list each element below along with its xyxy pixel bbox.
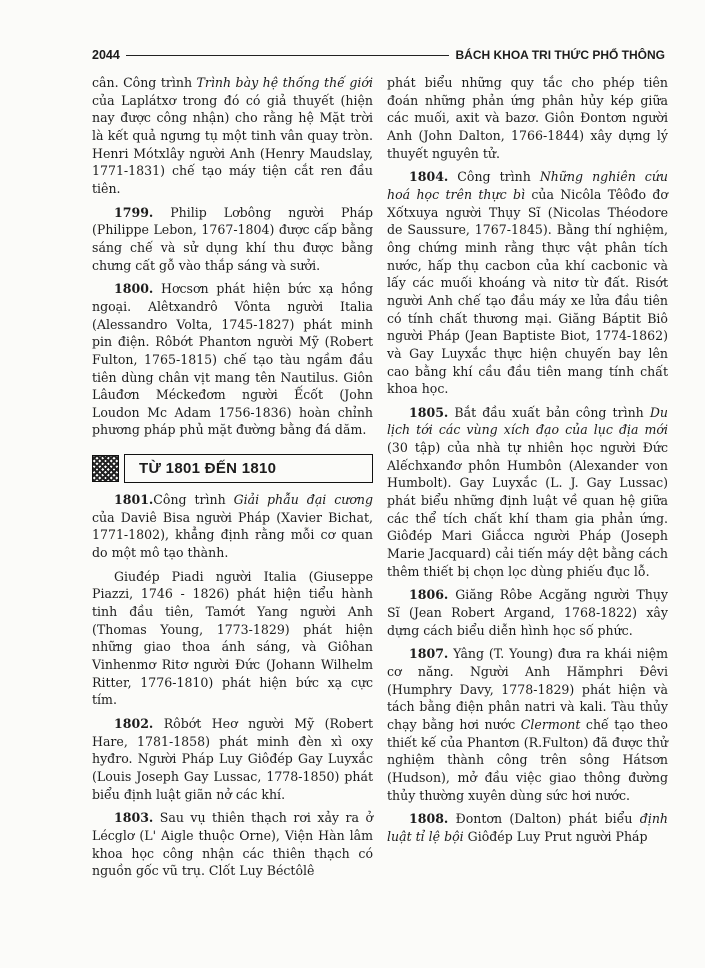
entry-1805: [387, 404, 668, 581]
paragraph-continuation: [92, 74, 373, 198]
year-label: 1802.: [114, 716, 154, 731]
year-label: 1799.: [114, 204, 154, 220]
entry-1807: [387, 645, 668, 804]
year-label: 1801.: [114, 492, 154, 508]
book-title: Giải phẫu đại cương: [233, 492, 373, 508]
year-label: 1805.: [409, 404, 449, 420]
entry-text: Philip Lơbông người Pháp (Philippe Lebon, 1767-1804) được cấp bằng sáng chế và sử dụng khí thu được bằng chưng cất gỗ vào thắp sáng và sưởi.: [92, 204, 373, 273]
entry-text: Hơcsơn phát hiện bức xạ hồng ngoại. Alêtxandrô Vônta người Italia (Alessandro Volta, 1745-1827) phát minh pin điện. Rôbớt Phantơn người Mỹ (Robert Fulton, 1765-1815) chế tạo tàu ngầm đầu tiên dùng chân vịt mang tên Nautilus. Giôn Lâuđơn Méckeđơm người Ếcốt (John Loudon Mc Adam 1756-1836) hoàn chỉnh phương pháp phủ mặt đường bằng đá dăm.: [92, 281, 373, 438]
entry-text: chế tạo theo thiết kế của Phantơn (R.Fulton) đã được thử nghiệm thành công trên sông Hátsơn (Hudson), mở đầu việc giao thông đường thủy thường xuyên dùng sức hơi nước.: [387, 716, 668, 803]
entry-1802: [92, 715, 373, 803]
section-heading-box: [124, 454, 373, 483]
entry-1800: [92, 280, 373, 439]
entry-text: Bắt đầu xuất bản công trình: [448, 404, 650, 420]
entry-1799: [92, 204, 373, 275]
book-title: Những nghiên cứu hoá học trên thực bì: [387, 169, 668, 202]
entry-1801: [92, 491, 373, 562]
section-title: TỪ 1801 ĐẾN 1810: [139, 459, 277, 477]
law-name: định luật tỉ lệ bội: [387, 811, 668, 844]
right-column: [387, 74, 668, 852]
running-title: BÁCH KHOA TRI THỨC PHỔ THÔNG: [455, 48, 665, 62]
entry-1806: [387, 586, 668, 639]
page-number: 2044: [92, 48, 120, 62]
year-label: 1807.: [409, 646, 449, 662]
entry-text: của Daviê Bisa người Pháp (Xavier Bichat, 1771-1802), khẳng định rằng mỗi cơ quan do một mô tạo thành.: [92, 509, 373, 561]
ornament-icon: [92, 455, 119, 482]
year-label: 1808.: [409, 811, 449, 827]
page-header: [92, 43, 665, 67]
ship-name: Clermont: [520, 716, 581, 732]
year-label: 1803.: [114, 810, 154, 826]
entry-text: Giôđép Luy Prut người Pháp: [463, 828, 648, 844]
header-rule: [126, 55, 450, 56]
entry-piazzi: Giuđép Piadi người Italia (Giuseppe Piazzi, 1746 - 1826) phát hiện tiểu hành tinh đầu tiên, Tamớt Yang người Anh (Thomas Young, 1773-1829) phát hiện những giao thoa ánh sáng, và Giôhan Vinhenmơ Ritơ người Đức (Johann Wilhelm Ritter, 1776-1810) phát hiện bức xạ cực tím.: [92, 568, 373, 708]
book-title: Trình bày hệ thống thế giới: [196, 75, 373, 90]
section-heading: [92, 453, 373, 484]
entry-text: Công trình: [448, 169, 540, 185]
left-column: [92, 74, 373, 886]
entry-text: Yâng (T. Young) đưa ra khái niệm cơ năng. Người Anh Hămphri Đêvi (Humphry Davy, 1778-1829) phát hiện và tách bằng điện phân natri và kali. Tàu thủy chạy bằng hơi nước: [387, 646, 668, 732]
entry-1803: [92, 809, 373, 880]
text: cân. Công trình: [92, 75, 197, 90]
entry-1808: [387, 810, 668, 845]
entry-text: Đontơn (Dalton) phát biểu: [448, 811, 640, 827]
year-label: 1804.: [409, 169, 449, 185]
entry-text: của Nicôla Têôđo đơ Xốtxuya người Thụy Sĩ (Nicolas Théodore de Saussure, 1767-1845). Bằng thí nghiệm, ông chứng minh rằng thực vật phân tích nước, hấp thụ cacbon của khí cacbonic và lấy các muối khoáng và nitơ từ đất. Risớt người Anh chế tạo đầu máy xe lửa đầu tiên có tính chất thương mại. Giăng Báptit Biô người Pháp (Jean Baptiste Biot, 1774-1862) và Gay Luyxắc thực hiện chuyến bay lên cao bằng khí cầu đầu tiên mang tính chất khoa học.: [387, 186, 668, 397]
paragraph-continuation: phát biểu những quy tắc cho phép tiên đoán những phản ứng phân hủy kép giữa các muối, axit và bazơ. Giôn Đontơn người Anh (John Dalton, 1766-1844) xây dựng lý thuyết nguyên tử.: [387, 75, 668, 161]
entry-text: Công trình: [153, 492, 234, 508]
entry-text: (30 tập) của nhà tự nhiên học người Đức Alếchxanđơ phôn Humbôn (Alexander von Humbolt). Gay Luyxắc (L. J. Gay Lussac) phát biểu những định luật về quan hệ giữa các thể tích chất khí tham gia phản ứng. Giôđép Mari Giắcca người Pháp (Joseph Marie Jacquard) cải tiến máy dệt bằng cách thêm thiết bị chọn lọc dùng phiếu đục lỗ.: [387, 440, 668, 579]
entry-text: Sau vụ thiên thạch rơi xảy ra ở Lécglơ (L' Aigle thuộc Orne), Viện Hàn lâm khoa học công nhận các thiên thạch có nguồn gốc vũ trụ. Clốt Luy Béctôlê: [92, 810, 373, 879]
entry-text: Rôbớt Heơ người Mỹ (Robert Hare, 1781-1858) phát minh đèn xì oxy hyđro. Người Pháp Luy Giôđép Gay Luyxắc (Louis Joseph Gay Lussac, 1778-1850) phát biểu định luật giãn nở các khí.: [92, 716, 373, 802]
year-label: 1806.: [409, 587, 449, 603]
year-label: 1800.: [114, 281, 154, 297]
entry-text: Giăng Rôbe Acgăng người Thụy Sĩ (Jean Robert Argand, 1768-1822) xây dựng cách biểu diễn hình học số phức.: [387, 587, 668, 638]
book-title: Du lịch tới các vùng xích đạo của lục địa mới: [387, 404, 668, 438]
text: của Laplátxơ trong đó có giả thuyết (hiện nay được công nhận) cho rằng hệ Mặt trời là kết quả ngưng tụ một tinh vân quay tròn. Henri Mótxlây người Anh (Henry Maudslay, 1771-1831) chế tạo máy tiện cắt ren đầu tiên.: [92, 92, 373, 196]
entry-1804: [387, 168, 668, 398]
